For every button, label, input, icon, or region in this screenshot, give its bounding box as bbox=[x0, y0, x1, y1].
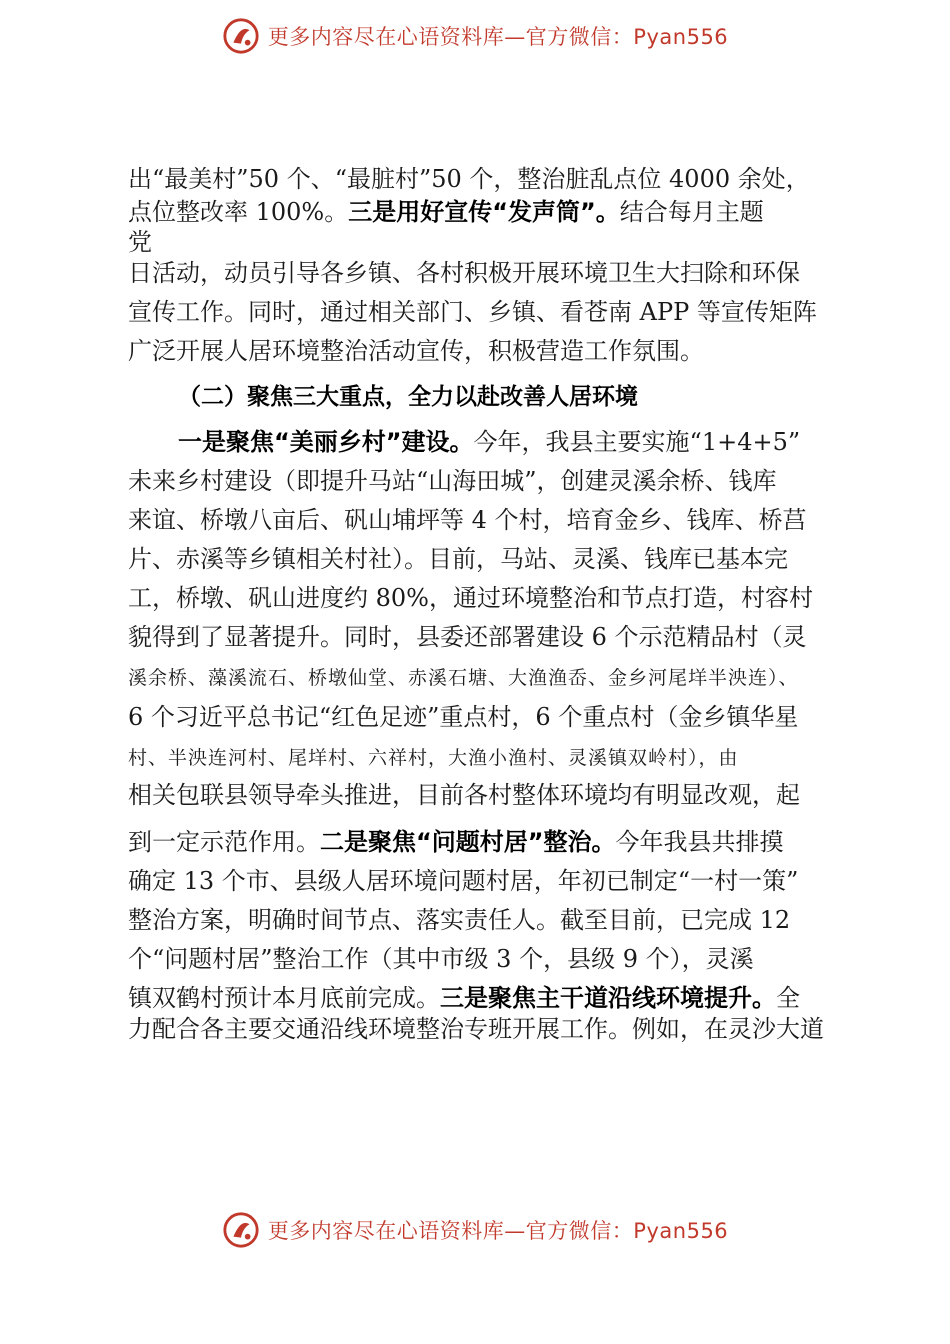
text-line: 确定 13 个市、县级人居环境问题村居，年初已制定“一村一策” bbox=[128, 867, 799, 895]
text-line: 力配合各主要交通沿线环境整治专班开展工作。例如，在灵沙大道 bbox=[128, 1015, 824, 1043]
section-heading: （二）聚焦三大重点，全力以赴改善人居环境 bbox=[178, 384, 638, 410]
text-line: 一是聚焦“美丽乡村”建设。今年，我县主要实施“1+4+5” bbox=[178, 428, 801, 456]
bold-phrase: 三是用好宣传“发声筒”。 bbox=[348, 198, 620, 226]
text-line: 未来乡村建设（即提升马站“山海田城”，创建灵溪余桥、钱库 bbox=[128, 467, 777, 495]
watermark-text: 更多内容尽在心语资料库—官方微信：Pyan556 bbox=[267, 1219, 729, 1243]
text-line: 党 bbox=[128, 228, 152, 256]
bold-phrase: 二是聚焦“问题村居”整治。 bbox=[320, 828, 616, 856]
text-line: 村、半泱连河村、尾垟村、六祥村，大渔小渔村、灵溪镇双岭村），由 bbox=[128, 747, 739, 769]
text-line: 个“问题村居”整治工作（其中市级 3 个，县级 9 个），灵溪 bbox=[128, 945, 754, 973]
text-line: 溪余桥、藻溪流石、桥墩仙堂、赤溪石塘、大渔渔岙、金乡河尾垟半泱连）、 bbox=[128, 667, 799, 689]
text-line: 来谊、桥墩八亩后、矾山埔坪等 4 个村，培育金乡、钱库、桥莒 bbox=[128, 506, 807, 534]
text-line: 貌得到了显著提升。同时，县委还部署建设 6 个示范精品村（灵 bbox=[128, 623, 807, 651]
watermark-text: 更多内容尽在心语资料库—官方微信：Pyan556 bbox=[267, 25, 729, 49]
text-line: 相关包联县领导牵头推进，目前各村整体环境均有明显改观，起 bbox=[128, 781, 800, 809]
bottom-watermark-banner bbox=[0, 1208, 950, 1252]
text-line: 到一定示范作用。二是聚焦“问题村居”整治。今年我县共排摸 bbox=[128, 828, 784, 856]
text-line: 工，桥墩、矾山进度约 80%，通过环境整治和节点打造，村容村 bbox=[128, 584, 813, 612]
watermark-logo-icon bbox=[222, 17, 260, 55]
text-line: 宣传工作。同时，通过相关部门、乡镇、看苍南 APP 等宣传矩阵 bbox=[128, 298, 817, 326]
text-line: 镇双鹤村预计本月底前完成。三是聚焦主干道沿线环境提升。全 bbox=[128, 984, 800, 1012]
text-line: 出“最美村”50 个、“最脏村”50 个，整治脏乱点位 4000 余处， bbox=[128, 165, 810, 193]
bold-phrase: 三是聚焦主干道沿线环境提升。 bbox=[440, 984, 776, 1012]
text-line: 片、赤溪等乡镇相关村社）。目前，马站、灵溪、钱库已基本完 bbox=[128, 545, 788, 573]
text-line: 日活动，动员引导各乡镇、各村积极开展环境卫生大扫除和环保 bbox=[128, 259, 800, 287]
bold-phrase: 一是聚焦“美丽乡村”建设。 bbox=[178, 428, 474, 456]
text-line: 6 个习近平总书记“红色足迹”重点村，6 个重点村（金乡镇华星 bbox=[128, 703, 799, 731]
text-line: 广泛开展人居环境整治活动宣传，积极营造工作氛围。 bbox=[128, 337, 704, 365]
watermark-logo-icon bbox=[222, 1211, 260, 1249]
text-line: 点位整改率 100%。三是用好宣传“发声筒”。结合每月主题 bbox=[128, 198, 764, 226]
top-watermark-banner bbox=[0, 14, 950, 58]
text-line: 整治方案，明确时间节点、落实责任人。截至目前，已完成 12 bbox=[128, 906, 791, 934]
